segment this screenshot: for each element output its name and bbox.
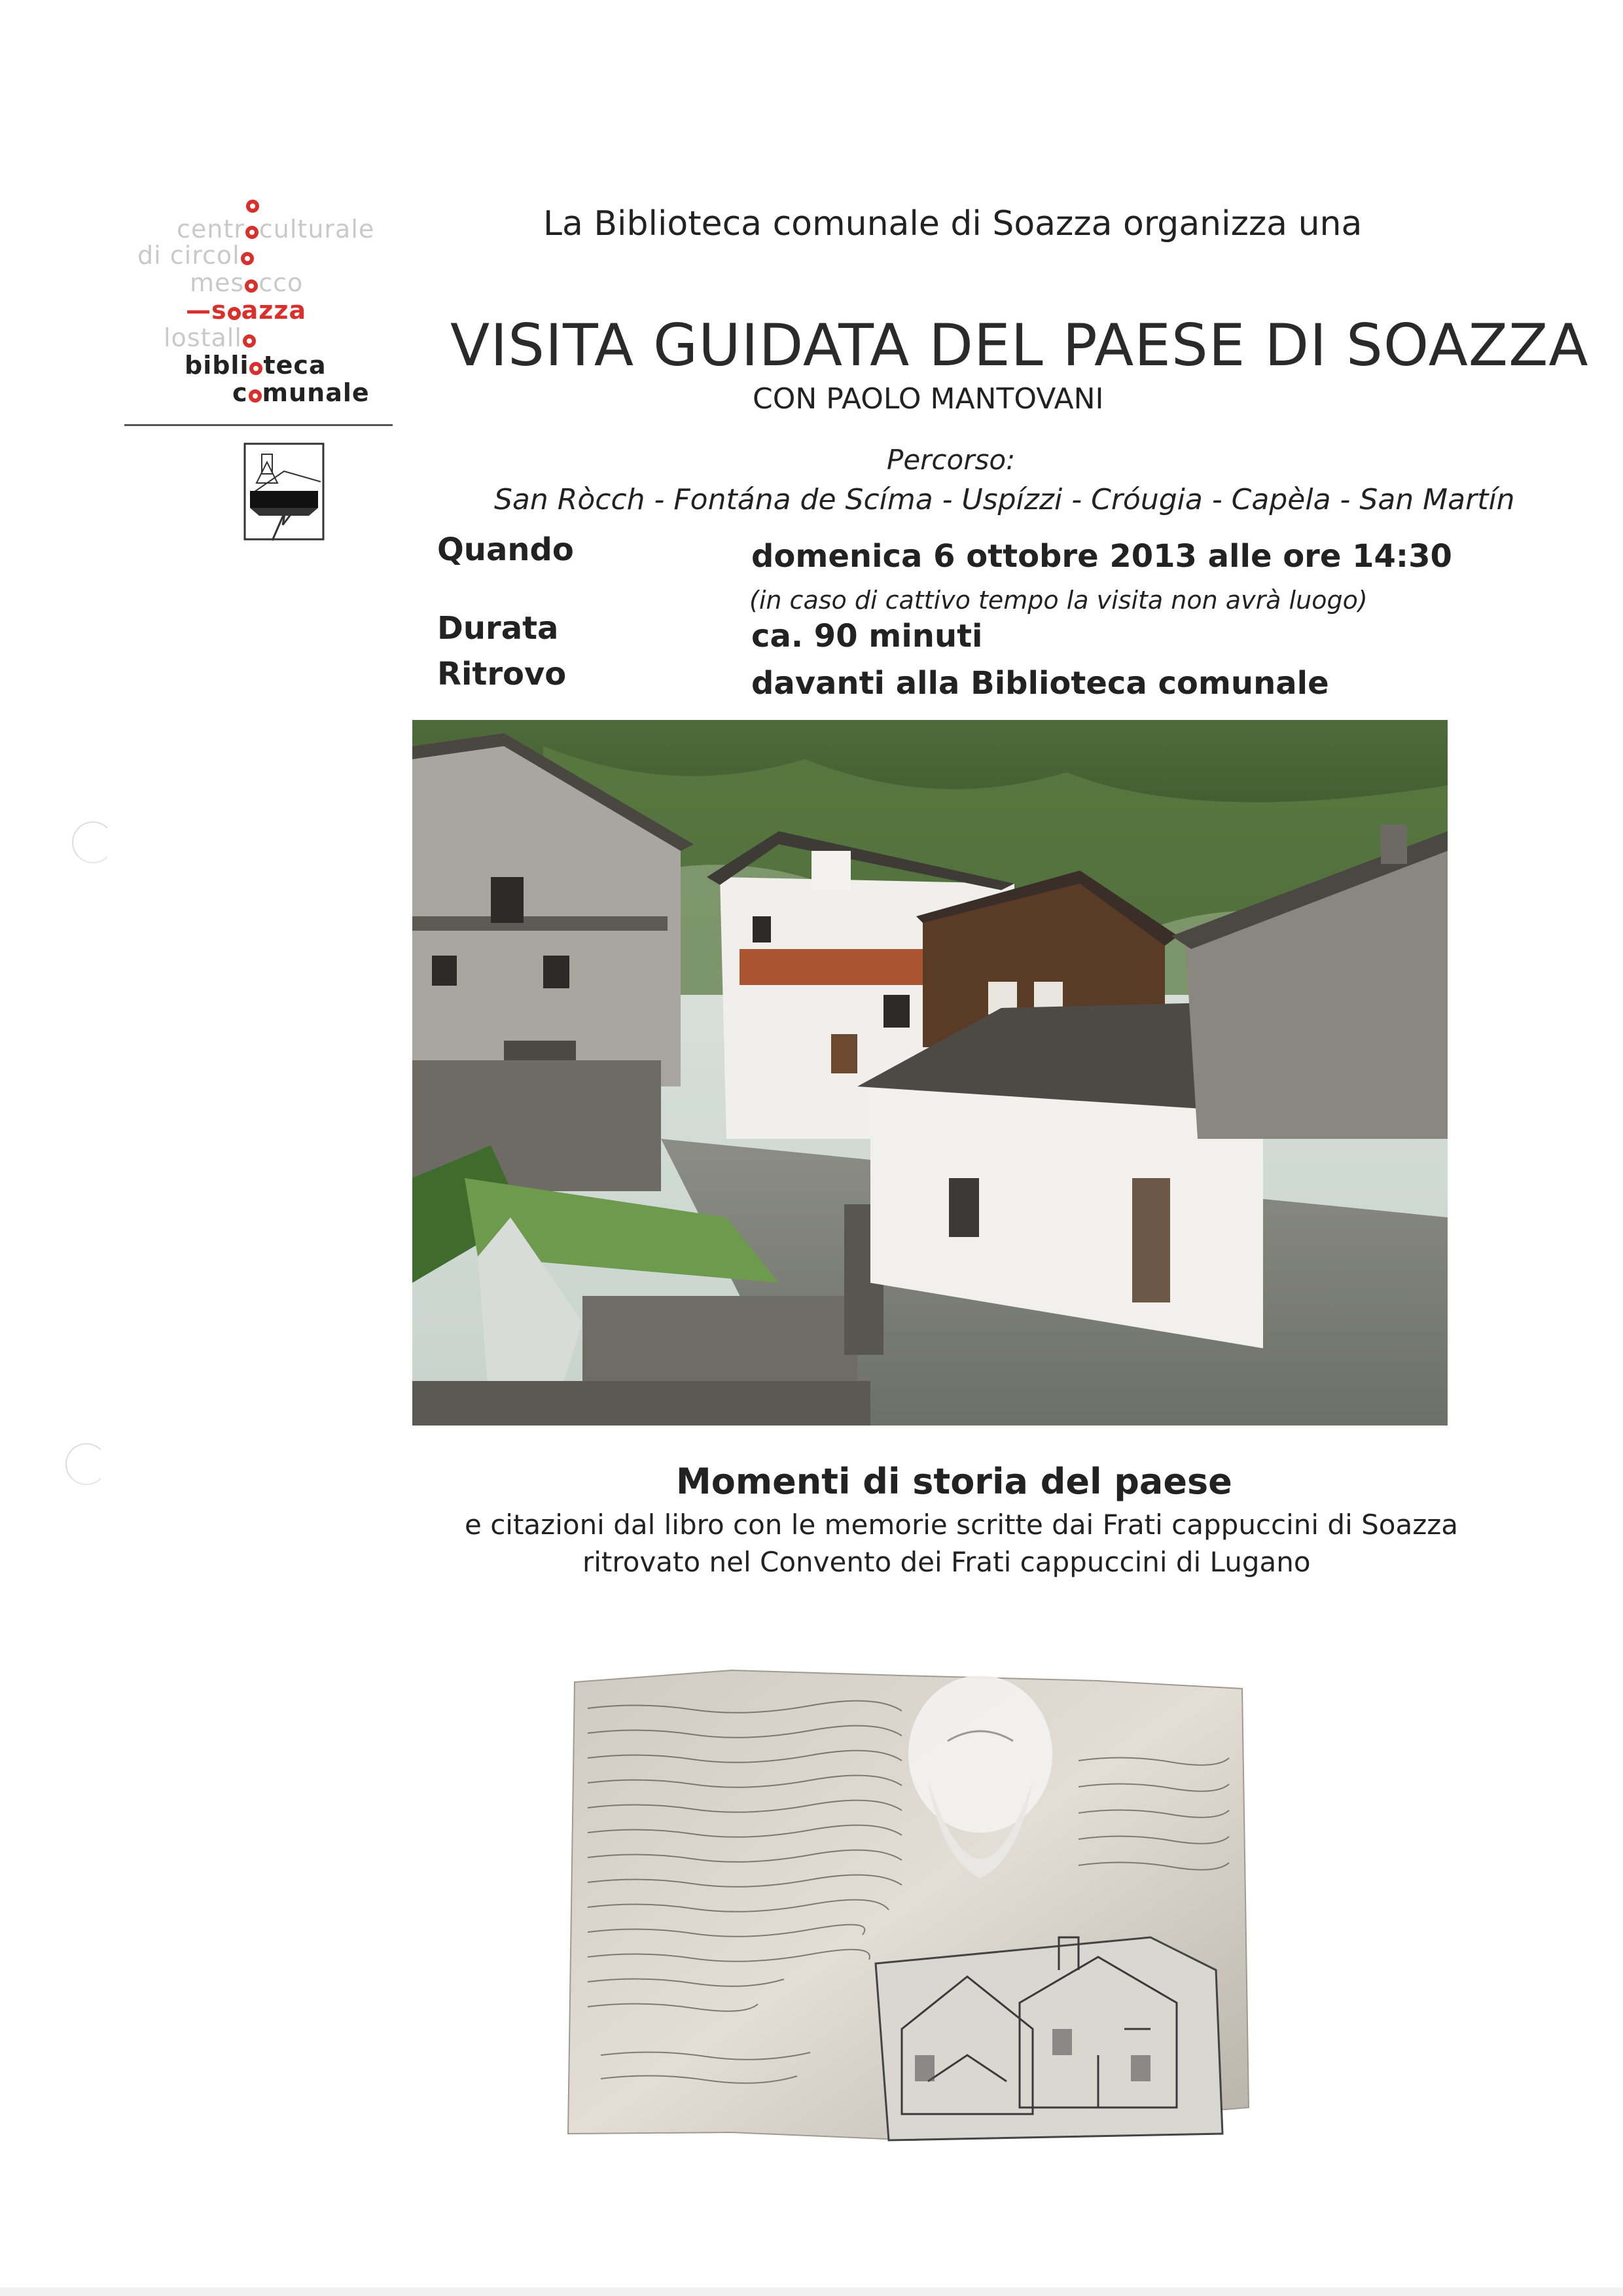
meeting-label: Ritrovo [437, 656, 567, 692]
church-sketch-icon [243, 442, 325, 541]
meeting-value: davanti alla Biblioteca comunale [751, 665, 1329, 702]
punch-hole-top [72, 821, 114, 863]
guide-subtitle: CON PAOLO MANTOVANI [753, 382, 1104, 416]
logo-dot-top [245, 190, 260, 216]
intro-text: La Biblioteca comunale di Soazza organizza una [543, 204, 1363, 243]
logo-divider [124, 424, 393, 426]
logo-line-1: centr culturale [177, 215, 375, 243]
duration-value: ca. 90 minuti [751, 618, 983, 655]
logo-line-6: bibli teca [185, 351, 327, 380]
scan-edge [0, 2287, 1623, 2296]
history-heading: Momenti di storia del paese [676, 1461, 1232, 1502]
history-citation-line-2: ritrovato nel Convento dei Frati cappuccini di Lugano [582, 1546, 1311, 1578]
logo-line-3: mes cco [190, 268, 304, 297]
logo-line-7: c munale [232, 378, 370, 407]
duration-label: Durata [437, 610, 559, 647]
history-citation-line-1: e citazioni dal libro con le memorie scritte dai Frati cappuccini di Soazza [465, 1509, 1459, 1541]
page-title: VISITA GUIDATA DEL PAESE DI SOAZZA [450, 312, 1589, 379]
logo-line-4: —s azza [186, 296, 307, 325]
when-value: domenica 6 ottobre 2013 alle ore 14:30 [751, 538, 1452, 575]
weather-note: (in caso di cattivo tempo la visita non avrà luogo) [749, 586, 1368, 615]
logo-line-5: lostall [164, 325, 257, 351]
route-stops: San Ròcch - Fontána de Scíma - Uspízzi - Cróugia - Capèla - San Martín [494, 483, 1515, 516]
route-label: Percorso: [887, 444, 1016, 476]
logo-line-2: di circol [137, 242, 255, 268]
manuscript-collage [562, 1662, 1262, 2147]
village-photo [412, 720, 1448, 1426]
punch-hole-bottom [65, 1443, 107, 1485]
when-label: Quando [437, 531, 574, 568]
